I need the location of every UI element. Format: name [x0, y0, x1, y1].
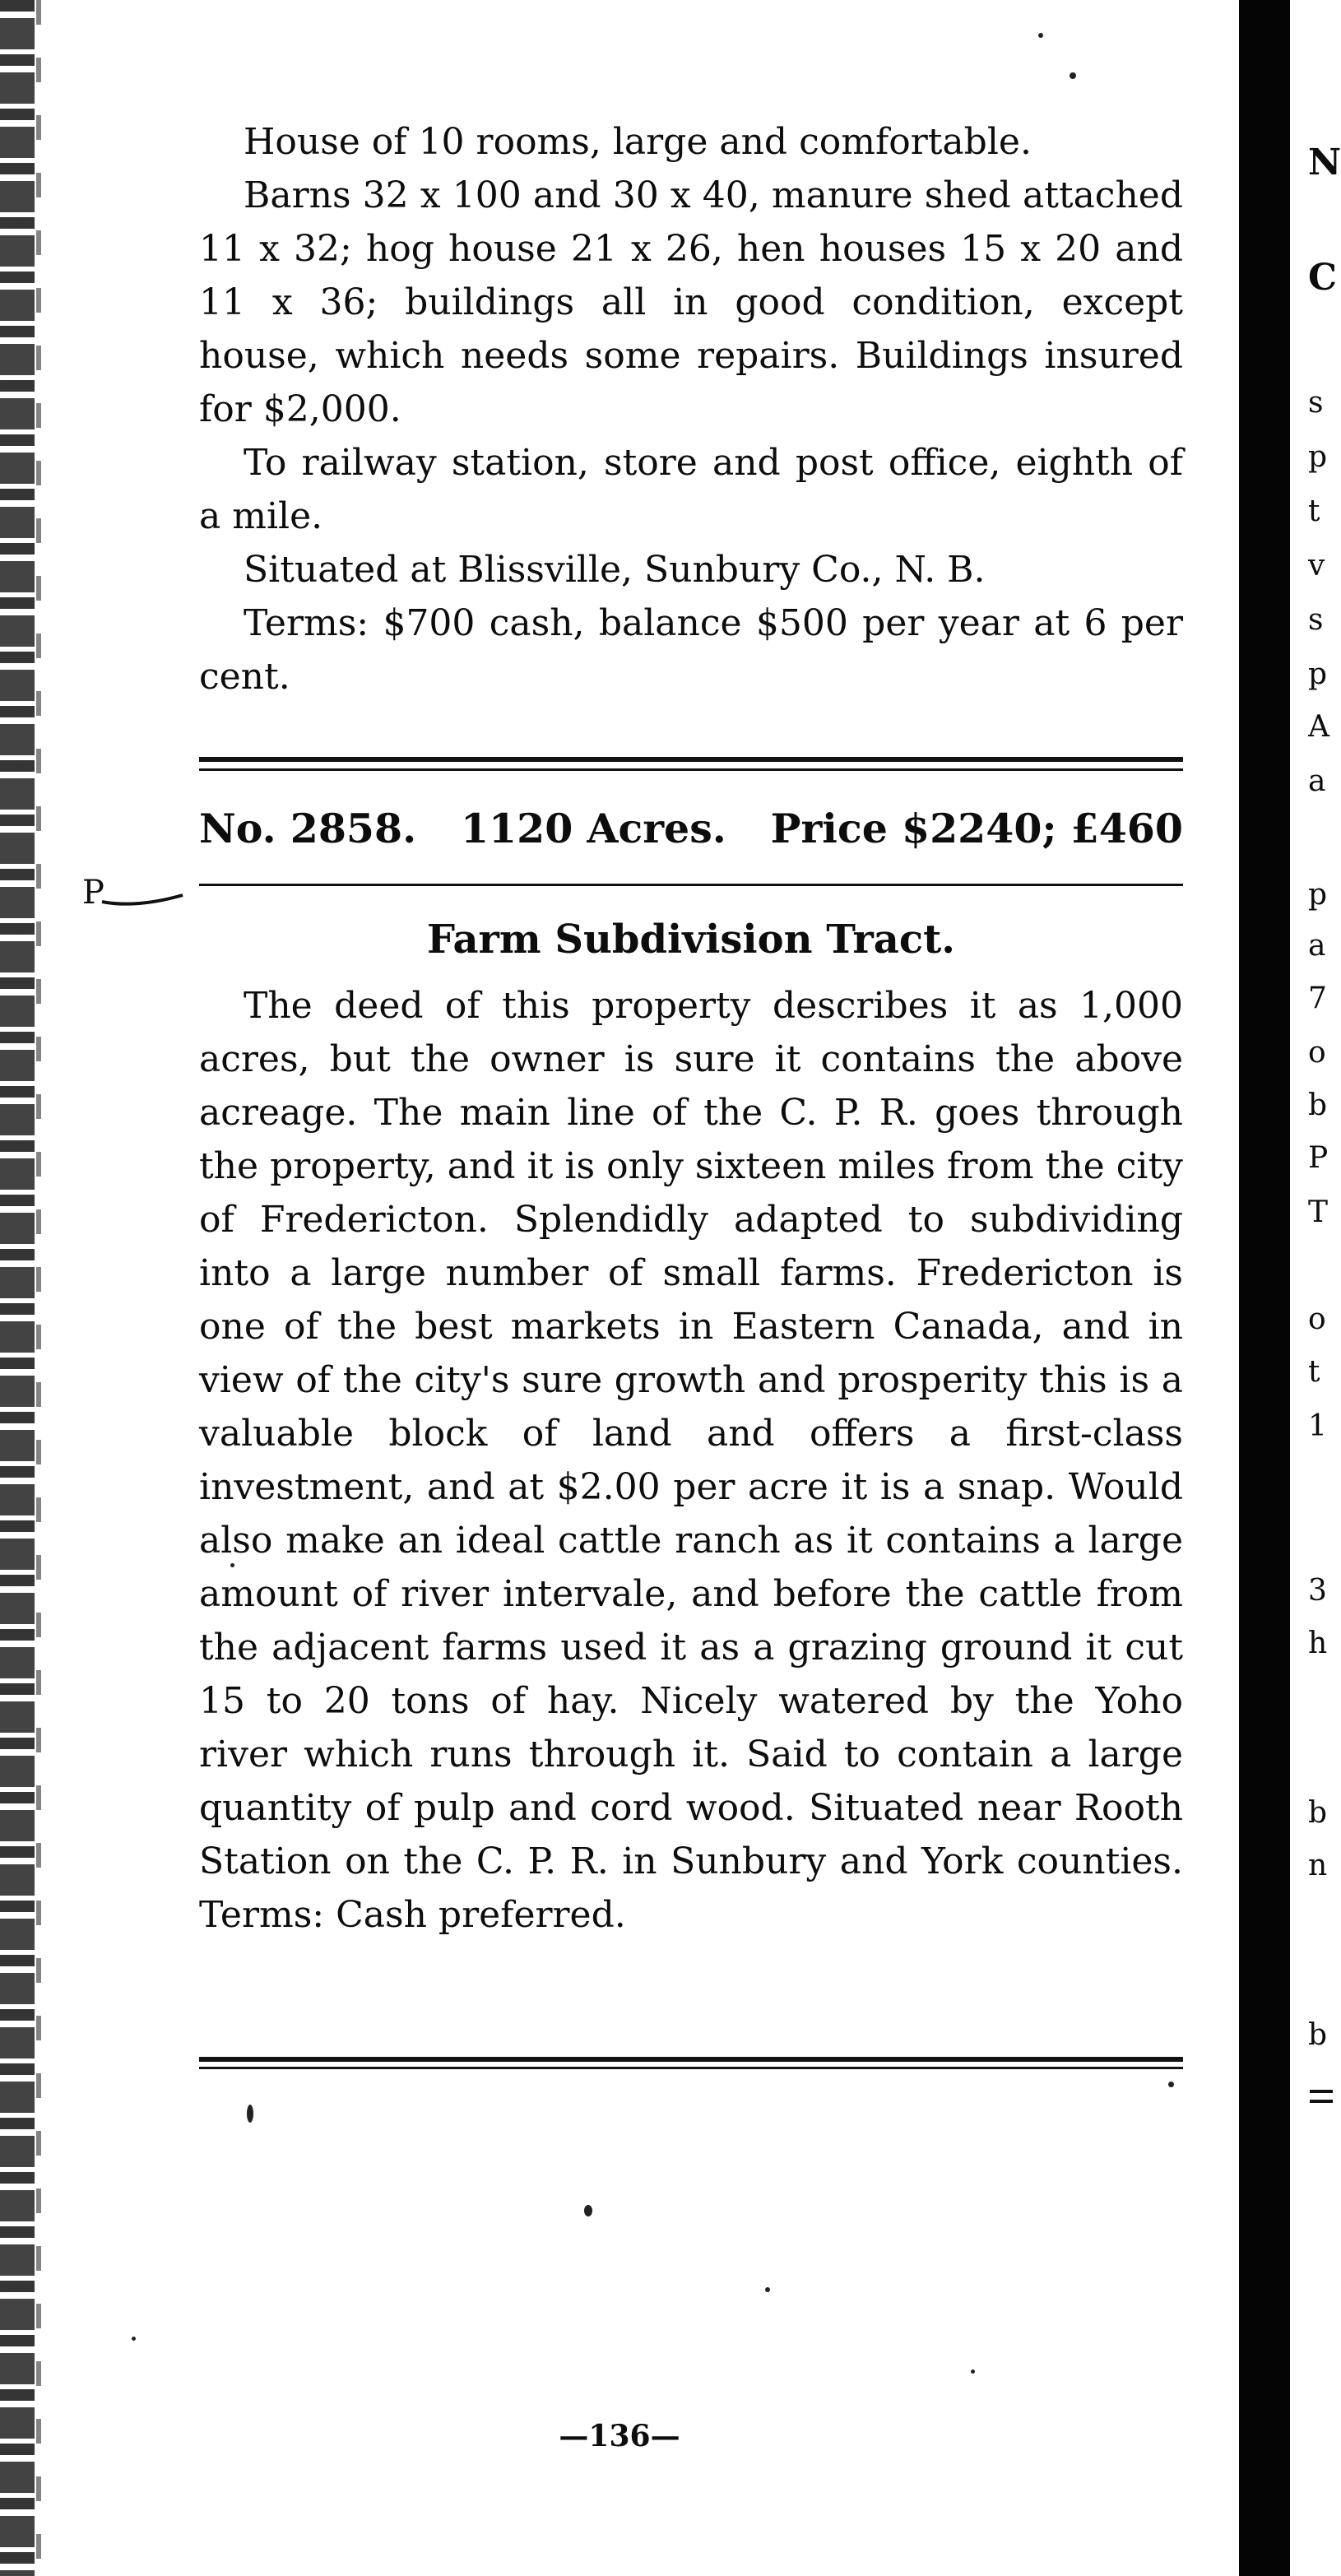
page-gutter [1239, 0, 1290, 2576]
scan-speck [132, 2337, 136, 2341]
fragment-letter: s [1308, 386, 1324, 420]
fragment-letter: o [1308, 1036, 1326, 1070]
binding-edge [0, 0, 35, 2576]
fragment-letter: p [1308, 440, 1328, 474]
fragment-letter: b [1308, 1088, 1328, 1122]
fragment-letter: 3 [1308, 1574, 1327, 1608]
fragment-letter: h [1308, 1627, 1328, 1660]
scan-speck [1038, 33, 1043, 38]
fragment-letter: 1 [1308, 1409, 1327, 1443]
listing-title: Farm Subdivision Tract. [427, 917, 955, 963]
scan-speck [584, 2205, 592, 2216]
scan-speck [230, 1563, 234, 1567]
fragment-letter: 7 [1308, 982, 1327, 1015]
svg-text:P: P [82, 874, 104, 912]
barns-paragraph: Barns 32 x 100 and 30 x 40, manure shed attached 11 x 32; hog house 21 x 26, hen houses 15 x 20 and 11 x 36; buildings all in good condition, except house, which needs some repairs. Buildings insured for $2,000. [199, 174, 1183, 430]
footer-rule-thin [199, 2067, 1183, 2069]
fragment-letter: b [1308, 1796, 1328, 1830]
fragment-letter: A [1308, 710, 1329, 744]
fragment-letter: p [1308, 878, 1328, 912]
fragment-letter: N [1308, 142, 1341, 183]
heading-rule-top-thick [199, 757, 1183, 762]
fragment-letter: v [1308, 549, 1325, 583]
fragment-letter: b [1308, 2018, 1328, 2052]
listing-number: No. 2858. [199, 805, 417, 852]
footer-rule-thick [199, 2057, 1183, 2062]
fragment-letter: s [1308, 603, 1324, 637]
fragment-letter: T [1308, 1195, 1329, 1229]
heading-rule-top-thin [199, 768, 1183, 771]
situated-line: Situated at Blissville, Sunbury Co., N. B. [244, 549, 986, 591]
house-line: House of 10 rooms, large and comfortable. [244, 121, 1032, 163]
listing-price: Price $2240; £460 [770, 805, 1183, 852]
scan-speck [247, 2105, 253, 2123]
binding-shadow [36, 0, 41, 2576]
fragment-letter: a [1308, 764, 1326, 798]
heading-rule-bottom [199, 884, 1183, 886]
listing-heading [199, 800, 1183, 857]
fragment-letter: C [1308, 257, 1338, 299]
page-number: —136— [559, 2419, 680, 2453]
scan-speck [1070, 72, 1076, 79]
margin-mark-icon [79, 870, 186, 912]
fragment-letter: p [1308, 657, 1328, 691]
fragment-rule [1310, 2100, 1333, 2103]
fragment-letter: t [1308, 1355, 1320, 1389]
fragment-rule [1310, 2090, 1333, 2093]
railway-paragraph: To railway station, store and post office, eighth of a mile. [199, 442, 1183, 537]
scan-speck [971, 2369, 975, 2374]
fragment-letter: t [1308, 494, 1320, 528]
scan-speck [765, 2287, 770, 2292]
fragment-letter: o [1308, 1302, 1326, 1336]
terms-paragraph: Terms: $700 cash, balance $500 per year at 6 per cent. [199, 602, 1183, 698]
listing-description: The deed of this property describes it as 1,000 acres, but the owner is sure it contains the above acreage. The main line of the C. P. R. goes through the property, and it is only sixteen miles from the city of Fredericton. Splendidly adapted to subdividing into a large number of small farms. Fredericton is one of the best markets in Eastern Canada, and in view of the city's sure growth and prosperity this is a valuable block of land and offers a first-class investment, and at $2.00 per acre it is a snap. Would also make an ideal cattle ranch as it contains a large amount of river intervale, and before the cattle from the adjacent farms used it as a grazing ground it cut 15 to 20 tons of hay. Nicely watered by the Yoho river which runs through it. Said to contain a large quantity of pulp and cord wood. Situated near Rooth Station on the C. P. R. in Sunbury and York counties. Terms: Cash preferred. [199, 985, 1183, 1936]
scan-speck [1168, 2082, 1174, 2087]
fragment-letter: P [1308, 1141, 1329, 1175]
fragment-letter: a [1308, 929, 1326, 963]
fragment-letter: n [1308, 1849, 1328, 1882]
listing-acres: 1120 Acres. [460, 805, 726, 852]
